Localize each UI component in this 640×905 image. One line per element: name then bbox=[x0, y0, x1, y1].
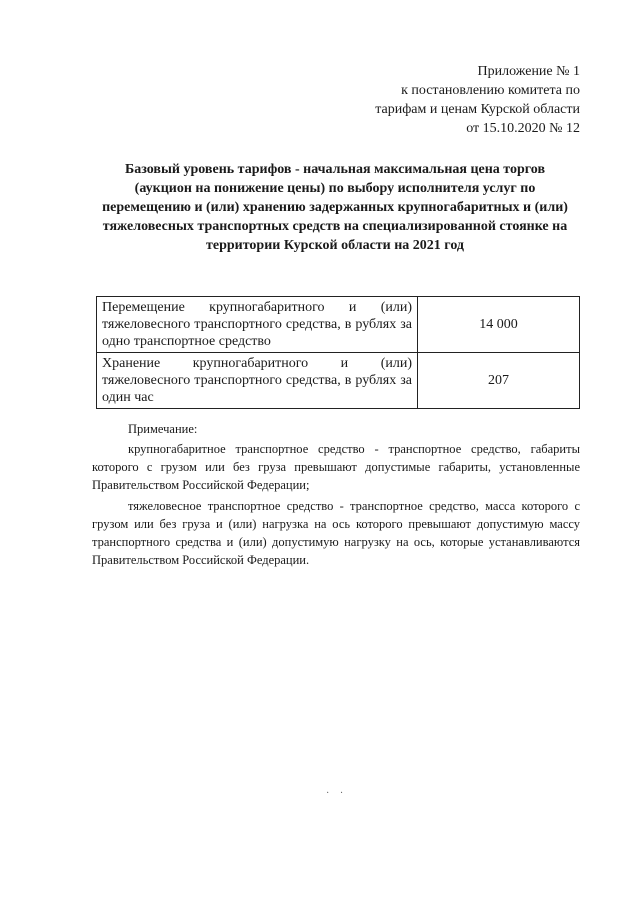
appendix-number: Приложение № 1 bbox=[477, 64, 580, 79]
notes-heading: Примечание: bbox=[128, 422, 198, 436]
tariff-value: 14 000 bbox=[418, 297, 580, 353]
appendix-header bbox=[375, 62, 580, 138]
scan-artifact: · · bbox=[326, 788, 348, 799]
tariff-table bbox=[96, 296, 580, 409]
document-title: Базовый уровень тарифов - начальная максимальная цена торгов (аукцион на понижение цены) по выбору исполнителя услуг по перемещению и (или) хранению задержанных крупногабаритных и (или) тяжеловесных транспортных средств на специализированной стоянке на территории Курской области на 2021 год bbox=[102, 162, 568, 253]
notes-section bbox=[92, 420, 580, 572]
table-row bbox=[97, 353, 580, 409]
tariff-description: Хранение крупногабаритного и (или) тяжеловесного транспортного средства, в рублях за один час bbox=[97, 353, 418, 409]
tariff-description: Перемещение крупногабаритного и (или) тяжеловесного транспортного средства, в рублях за одно транспортное средство bbox=[97, 297, 418, 353]
table-row bbox=[97, 297, 580, 353]
appendix-date: от 15.10.2020 № 12 bbox=[466, 121, 580, 136]
appendix-ref: к постановлению комитета по bbox=[401, 83, 580, 98]
note-item: крупногабаритное транспортное средство - транспортное средство, габариты которого с грузом или без груза превышают допустимые габариты, установленные Правительством Российской Федерации; bbox=[92, 442, 580, 492]
appendix-authority: тарифам и ценам Курской области bbox=[375, 102, 580, 117]
tariff-value: 207 bbox=[418, 353, 580, 409]
note-item: тяжеловесное транспортное средство - транспортное средство, масса которого с грузом или без груза и (или) нагрузка на ось которого превышают допустимую массу транспортного средства и (или) допустимую нагрузку на ось, которые устанавливаются Правительством Российской Федерации. bbox=[92, 499, 580, 567]
